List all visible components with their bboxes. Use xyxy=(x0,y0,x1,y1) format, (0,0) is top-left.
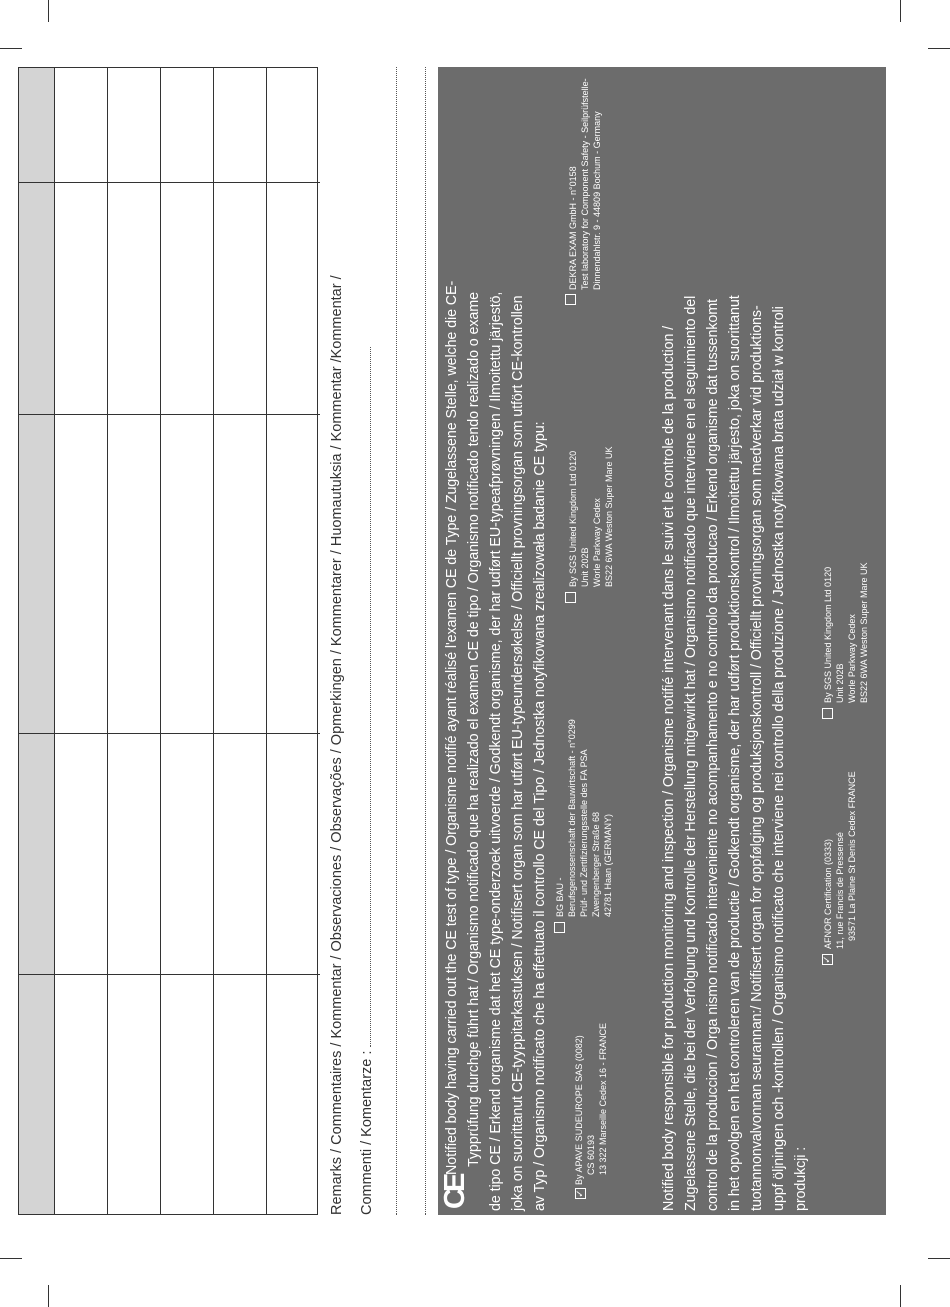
table-cell[interactable] xyxy=(214,68,267,182)
table-cell[interactable] xyxy=(108,733,161,974)
inspection-table xyxy=(18,67,318,1215)
table-header-cell xyxy=(19,733,55,974)
table-cell[interactable] xyxy=(108,182,161,414)
afnor-address: AFNOR Certification (0333) 11, rue Francis de Pressensé 93571 La Plaine St Denis Cedex FRANCE xyxy=(823,771,857,949)
remarks-label-line2 xyxy=(352,67,382,1215)
remarks-label-line1: Remarks / Commentaires / Kommentar / Observaciones / Observações / Opmerkingen / Kommentarer / Huomautuksia / Kommentar /Kommentar / xyxy=(329,275,345,1215)
table-cell[interactable] xyxy=(214,733,267,974)
table-cell[interactable] xyxy=(161,733,214,974)
table-header-cell xyxy=(19,182,55,414)
type-text-line: av Typ / Organismo notificato che ha effettuato il controllo CE del Tipo / Jednostka notyfikowana zrealizowała badanie CE typu: xyxy=(532,421,548,1211)
production-text-line: Notified body responsible for production monitoring and inspection / Organisme notifié intervenant dans le suivi et le controle de la production / xyxy=(661,325,677,1211)
table-cell[interactable] xyxy=(267,68,320,182)
table-cell[interactable] xyxy=(214,414,267,733)
table-cell[interactable] xyxy=(161,974,214,1214)
table-header-cell xyxy=(19,68,55,182)
ce-mark-icon: CE xyxy=(439,1176,471,1209)
production-text-line: tuotannonvalvonnan seurannan:/ Notifisert organ for oppfølging og produksjonskontroll / Officiellt provningsorgan som medverkar vid produktions- xyxy=(749,305,765,1211)
table-cell[interactable] xyxy=(55,68,108,182)
table-cell[interactable] xyxy=(267,733,320,974)
table-cell[interactable] xyxy=(55,974,108,1214)
table-header-cell xyxy=(19,414,55,733)
type-text-line: de tipo CE / Erkend organisme dat het CE type-onderzoek uitvoerde / Godkendt organisme, der har udført EU-typeafprøvningen / Ilmoitettu järjestö, xyxy=(488,291,504,1211)
table-cell[interactable] xyxy=(214,182,267,414)
checkbox-afnor[interactable]: ✓ xyxy=(822,955,833,964)
type-text-line: Notified body having carried out the CE test of type / Organisme notifié ayant réalisé l'examen CE de Type / Zugelassene Stelle, welche die CE- xyxy=(444,280,460,1175)
table-cell[interactable] xyxy=(108,974,161,1214)
table-cell[interactable] xyxy=(267,182,320,414)
remarks-label-line2-text: Commenti / Komentarze : xyxy=(359,1050,375,1215)
bg-bau-address: BG BAU - Berufsgenossenschaft der Bauwirtschaft - n°0299 Prüf- und Zertifizierungsstelle des FA PSA Zwengenberger Straße 68 42781 Haan (GERMANY) xyxy=(555,719,613,917)
production-text-line: control de la produccion / Orga nismo notificado interveniente no acompanhamento e no controlo da producao / Erkend organisme dat tussenkomt xyxy=(705,299,721,1211)
table-cell[interactable] xyxy=(108,414,161,733)
checkbox-sgs-type[interactable] xyxy=(565,592,576,603)
production-text-line: uppf öljningen och -kontrollen / Organismo notificato che interviene nei controllo della produzione / Jednostka notyfikowana brata udział w kontroli xyxy=(771,306,787,1211)
checkbox-apave[interactable]: ✓ xyxy=(575,1189,586,1198)
production-text-line: produkcji : xyxy=(793,1146,809,1211)
type-text-line: joka on suorittanut CE-tyyppitarkastuksen / Notifisert organ som har utført EU-typeundersøkelse / Officiellt provningsorgan som utfört CE-kontrollen xyxy=(510,295,526,1211)
sgs-production-address: By SGS United Kingdom Ltd 0120 Unit 202B Worle Parkway Cedex BS22 6WA Weston Super Mare UK xyxy=(823,562,869,703)
sgs-type-address: By SGS United Kingdom Ltd 0120 Unit 202B Worle Parkway Cedex BS22 6WA Weston Super Mare UK xyxy=(568,446,614,587)
remarks-dotted-line[interactable] xyxy=(396,67,397,1215)
checkbox-bg-bau[interactable] xyxy=(554,922,565,933)
production-text-line: Zugelassene Stelle, die bei der Verfolgung und Kontrolle der Herstellung mitgewirkt hat / Organismo notificado que interviene en el seguimiento del xyxy=(683,295,699,1211)
apave-address: By APAVE SUDEUROPE SAS (0082) CS 60193 13 322 Marseille Cedex 16 - FRANCE xyxy=(574,1022,608,1185)
table-cell[interactable] xyxy=(214,974,267,1214)
table-header-cell xyxy=(19,974,55,1214)
production-text-line: in het opvolgen en het controleren van de productie / Godkendt organisme, der har udført produktionskontrol / Ilmoitettu järjesto, joka on suorittanut xyxy=(727,295,743,1211)
table-cell[interactable] xyxy=(108,68,161,182)
remarks-section xyxy=(322,67,382,1215)
type-text-line: Typprüfung durchge führt hat / Organismo notificado que ha realizado el examen CE de tipo / Organismo notificado tendo realizado o exame xyxy=(466,292,482,1167)
table-cell[interactable] xyxy=(161,182,214,414)
checkbox-dekra[interactable] xyxy=(565,294,576,305)
notified-body-panel xyxy=(438,67,886,1215)
remarks-dotted-line[interactable] xyxy=(425,67,426,1215)
dekra-address: DEKRA EXAM GmbH - n°0158 Test laboratory for Component Safety - Seilprüfstelle- Dinnendahlstr. 9 - 44809 Bochum - Germany xyxy=(568,78,602,290)
table-cell[interactable] xyxy=(55,182,108,414)
remarks-dotted-line[interactable] xyxy=(366,347,371,1047)
checkbox-sgs-production[interactable] xyxy=(822,708,833,719)
table-cell[interactable] xyxy=(55,414,108,733)
table-cell[interactable] xyxy=(267,414,320,733)
table-cell[interactable] xyxy=(161,68,214,182)
table-cell[interactable] xyxy=(161,414,214,733)
table-cell[interactable] xyxy=(267,974,320,1214)
table-cell[interactable] xyxy=(55,733,108,974)
